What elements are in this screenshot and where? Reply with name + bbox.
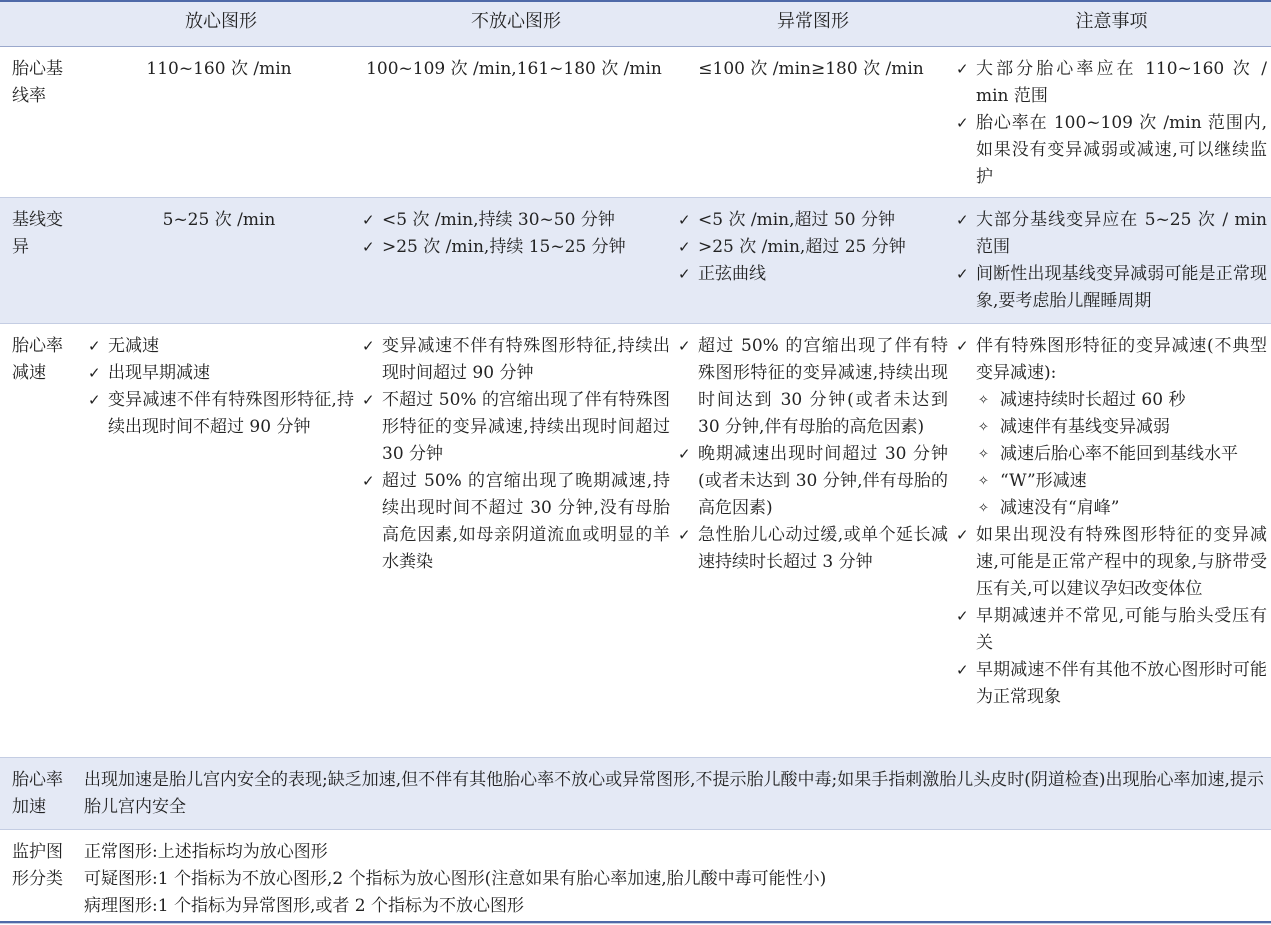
- row-acceleration: [0, 758, 1271, 830]
- sub-list-item: ✧ 减速没有“肩峰”: [952, 495, 1267, 522]
- row-baseline: [0, 47, 1271, 198]
- cell-variability-nonreassuring: [358, 198, 674, 324]
- list-item: ✓ 大部分胎心率应在 110~160 次 / min 范围: [952, 56, 1267, 110]
- row-deceleration: [0, 324, 1271, 758]
- row-classification: [0, 830, 1271, 924]
- row-label-deceleration: 胎心率减速: [0, 324, 84, 758]
- row-label-acceleration: 胎心率加速: [0, 758, 84, 830]
- list-item: ✓ 晚期减速出现时间超过 30 分钟(或者未达到 30 分钟,伴有母胎的高危因素): [674, 441, 948, 522]
- cell-deceleration-notes: [952, 324, 1271, 758]
- header-nonreassuring: 不放心图形: [358, 2, 674, 47]
- list-item: ✓ 如果出现没有特殊图形特征的变异减速,可能是正常产程中的现象,与脐带受压有关,可以建议孕妇改变体位: [952, 522, 1267, 603]
- header-reassuring: 放心图形: [84, 2, 358, 47]
- list-item: ✓ 胎心率在 100~109 次 /min 范围内,如果没有变异减弱或减速,可以继续监护: [952, 110, 1267, 191]
- row-label-variability: 基线变异: [0, 198, 84, 324]
- classification-suspicious: 可疑图形:1 个指标为不放心图形,2 个指标为放心图形(注意如果有胎心率加速,胎儿酸中毒可能性小): [84, 869, 827, 889]
- list-item: ✓ >25 次 /min,超过 25 分钟: [674, 234, 948, 261]
- list-item: ✓ <5 次 /min,超过 50 分钟: [674, 207, 948, 234]
- ctg-classification-table: [0, 2, 1271, 924]
- cell-baseline-notes: [952, 47, 1271, 198]
- row-label-baseline: 胎心基线率: [0, 47, 84, 198]
- cell-variability-abnormal: [674, 198, 952, 324]
- header-row: [0, 2, 1271, 47]
- list-item: ✓ 间断性出现基线变异减弱可能是正常现象,要考虑胎儿醒睡周期: [952, 261, 1267, 315]
- list-item: ✓ 无减速: [84, 333, 354, 360]
- cell-deceleration-abnormal: [674, 324, 952, 758]
- list-item: ✓ 出现早期减速: [84, 360, 354, 387]
- cell-variability-notes: [952, 198, 1271, 324]
- list-item: ✓ 正弦曲线: [674, 261, 948, 288]
- table-bottom-rule: [0, 921, 1271, 923]
- list-item: ✓ 超过 50% 的宫缩出现了晚期减速,持续出现时间不超过 30 分钟,没有母胎高危因素,如母亲阴道流血或明显的羊水粪染: [358, 468, 670, 576]
- list-item: ✓ 大部分基线变异应在 5~25 次 / min 范围: [952, 207, 1267, 261]
- cell-baseline-nonreassuring: 100~109 次 /min,161~180 次 /min: [358, 47, 674, 198]
- cell-classification-text: [84, 830, 1271, 924]
- cell-acceleration-text: 出现加速是胎儿宫内安全的表现;缺乏加速,但不伴有其他胎心率不放心或异常图形,不提示胎儿酸中毒;如果手指刺激胎儿头皮时(阴道检查)出现胎心率加速,提示胎儿宫内安全: [84, 758, 1271, 830]
- header-cell-empty: [0, 2, 84, 47]
- classification-pathological: 病理图形:1 个指标为异常图形,或者 2 个指标为不放心图形: [84, 896, 524, 916]
- cell-variability-reassuring: 5~25 次 /min: [84, 198, 358, 324]
- cell-baseline-reassuring: 110~160 次 /min: [84, 47, 358, 198]
- list-item: ✓ 伴有特殊图形特征的变异减速(不典型变异减速):: [952, 333, 1267, 387]
- list-item: ✓ <5 次 /min,持续 30~50 分钟: [358, 207, 670, 234]
- row-variability: [0, 198, 1271, 324]
- list-item: ✓ 超过 50% 的宫缩出现了伴有特殊图形特征的变异减速,持续出现时间达到 30 分钟(或者未达到 30 分钟,伴有母胎的高危因素): [674, 333, 948, 441]
- list-item: ✓ 变异减速不伴有特殊图形特征,持续出现时间不超过 90 分钟: [84, 387, 354, 441]
- sub-list-item: ✧ 减速后胎心率不能回到基线水平: [952, 441, 1267, 468]
- header-notes: 注意事项: [952, 2, 1271, 47]
- row-label-classification: 监护图形分类: [0, 830, 84, 924]
- list-item: ✓ 不超过 50% 的宫缩出现了伴有特殊图形特征的变异减速,持续出现时间超过 30 分钟: [358, 387, 670, 468]
- classification-normal: 正常图形:上述指标均为放心图形: [84, 842, 328, 862]
- list-item: ✓ 早期减速并不常见,可能与胎头受压有关: [952, 603, 1267, 657]
- header-abnormal: 异常图形: [674, 2, 952, 47]
- sub-list-item: ✧ 减速伴有基线变异减弱: [952, 414, 1267, 441]
- list-item: ✓ 急性胎儿心动过缓,或单个延长减速持续时长超过 3 分钟: [674, 522, 948, 576]
- cell-deceleration-nonreassuring: [358, 324, 674, 758]
- sub-list-item: ✧ “W”形减速: [952, 468, 1267, 495]
- list-item: ✓ 变异减速不伴有特殊图形特征,持续出现时间超过 90 分钟: [358, 333, 670, 387]
- list-item: ✓ 早期减速不伴有其他不放心图形时可能为正常现象: [952, 657, 1267, 711]
- cell-deceleration-reassuring: [84, 324, 358, 758]
- list-item: ✓ >25 次 /min,持续 15~25 分钟: [358, 234, 670, 261]
- cell-baseline-abnormal: ≤100 次 /min≥180 次 /min: [674, 47, 952, 198]
- sub-list-item: ✧ 减速持续时长超过 60 秒: [952, 387, 1267, 414]
